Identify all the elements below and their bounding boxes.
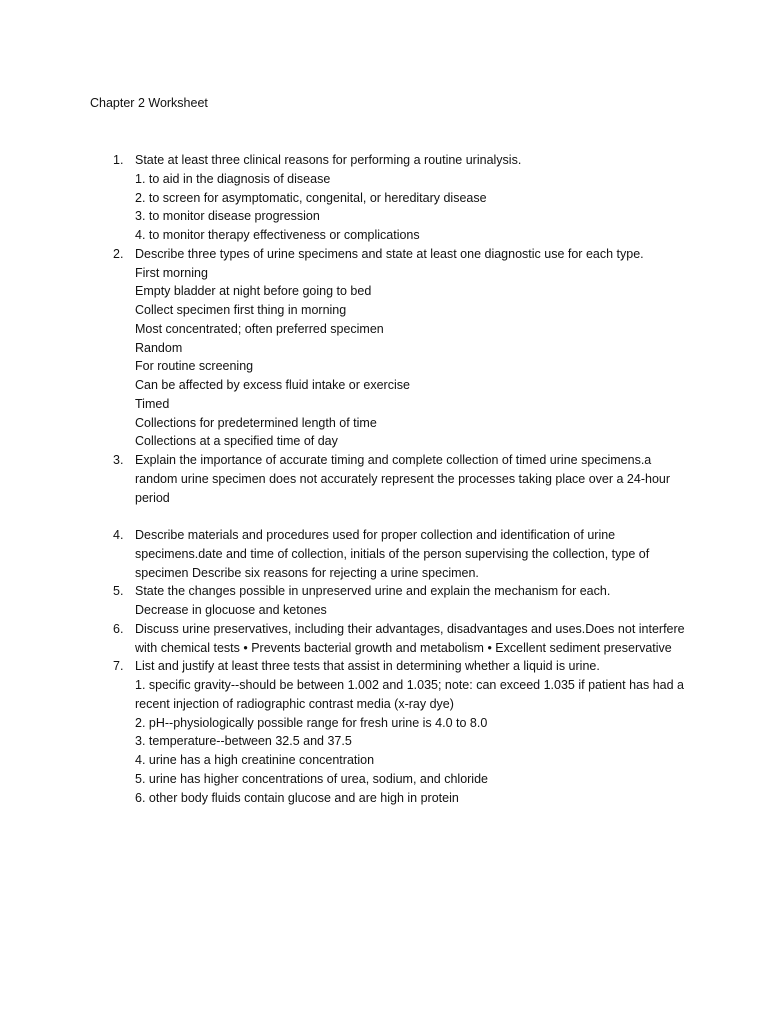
question-number: 7.	[113, 659, 124, 674]
question-text: State at least three clinical reasons for performing a routine urinalysis.	[135, 153, 522, 167]
answer-line: 4. urine has a high creatinine concentration	[135, 753, 375, 767]
answer-line: First morning	[135, 265, 208, 280]
question-number: 3.	[113, 453, 124, 467]
question-item	[0, 657, 768, 807]
question-item	[0, 620, 768, 658]
question-text: Discuss urine preservatives, including their advantages, disadvantages and uses.Does not interfere with chemical tests • Prevents bacterial growth and metabolism • Excellent sediment preservative	[135, 621, 685, 655]
question-item	[0, 526, 768, 582]
question-number: 4.	[113, 528, 124, 542]
document-title: Chapter 2 Worksheet	[90, 96, 208, 110]
question-number: 1.	[113, 153, 124, 167]
answer-line: 1. specific gravity--should be between 1.002 and 1.035; note: can exceed 1.035 if patient has had a recent injection of radiographic contrast media (x-ray dye)	[135, 678, 684, 711]
answer-line: 3. temperature--between 32.5 and 37.5	[135, 734, 352, 749]
answer-line: Empty bladder at night before going to bed	[135, 284, 372, 299]
question-text: List and justify at least three tests that assist in determining whether a liquid is urine.	[135, 659, 600, 674]
answer-line: Most concentrated; often preferred specimen	[135, 321, 384, 336]
question-item	[0, 245, 768, 451]
answer-line: Collections at a specified time of day	[135, 434, 338, 449]
answer-line: 2. pH--physiologically possible range for fresh urine is 4.0 to 8.0	[135, 715, 488, 730]
question-text: Describe materials and procedures used for proper collection and identification of urine specimens.date and time of collection, initials of the person supervising the collection, type of specimen Describe six reasons for rejecting a urine specimen.	[135, 528, 650, 580]
answer-line: 3. to monitor disease progression	[135, 209, 320, 224]
answer-line: 6. other body fluids contain glucose and are high in protein	[135, 790, 459, 805]
answer-line: 4. to monitor therapy effectiveness or complications	[135, 228, 420, 242]
answer-line: Decrease in glocuose and ketones	[135, 603, 327, 617]
question-item	[0, 451, 768, 507]
answer-line: Timed	[135, 396, 170, 411]
question-number: 2.	[113, 246, 124, 261]
question-text: State the changes possible in unpreserved urine and explain the mechanism for each.	[135, 584, 611, 599]
question-item	[0, 582, 768, 620]
answer-line: Collections for predetermined length of time	[135, 415, 377, 430]
question-text: Describe three types of urine specimens and state at least one diagnostic use for each type.	[135, 246, 644, 261]
answer-line: Collect specimen first thing in morning	[135, 303, 347, 317]
answer-line: Can be affected by excess fluid intake or exercise	[135, 378, 410, 392]
question-item	[0, 151, 768, 245]
question-list	[0, 151, 768, 807]
question-number: 6.	[113, 621, 124, 636]
answer-line: 5. urine has higher concentrations of urea, sodium, and chloride	[135, 771, 488, 786]
answer-line: 1. to aid in the diagnosis of disease	[135, 171, 331, 186]
answer-line: Random	[135, 340, 183, 355]
answer-line: 2. to screen for asymptomatic, congenital, or hereditary disease	[135, 190, 487, 205]
answer-line: For routine screening	[135, 359, 254, 374]
question-text: Explain the importance of accurate timing and complete collection of timed urine specimens.a random urine specimen does not accurately represent the processes taking place over a 24-hour period	[135, 453, 671, 505]
question-number: 5.	[113, 584, 124, 599]
